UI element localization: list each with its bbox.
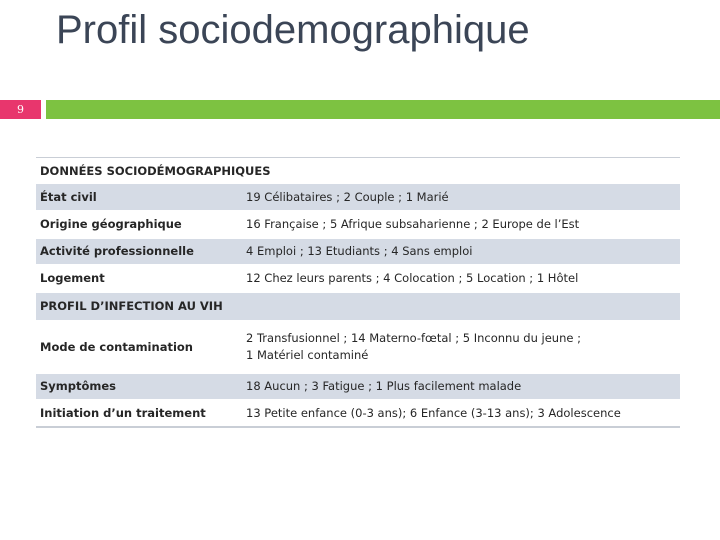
table-row [36, 238, 680, 265]
table-row [36, 265, 680, 292]
row-value: 16 Française ; 5 Afrique subsaharienne ; 2 Europe de l’Est [242, 211, 680, 238]
title-underline-bar [46, 100, 720, 119]
row-label: Origine géographique [36, 211, 242, 238]
row-value: 13 Petite enfance (0-3 ans); 6 Enfance (3-13 ans); 3 Adolescence [242, 400, 680, 427]
table-row [36, 184, 680, 211]
row-label: État civil [36, 184, 242, 211]
row-value-line: 1 Matériel contaminé [246, 347, 369, 362]
table-row [36, 373, 680, 400]
row-value: 19 Célibataires ; 2 Couple ; 1 Marié [242, 184, 680, 211]
row-value [242, 321, 680, 373]
section-heading: DONNÉES SOCIODÉMOGRAPHIQUES [36, 158, 680, 184]
sociodemographic-table [36, 157, 680, 428]
row-value: 12 Chez leurs parents ; 4 Colocation ; 5 Location ; 1 Hôtel [242, 265, 680, 292]
row-label: Symptômes [36, 373, 242, 400]
page-number-badge: 9 [0, 100, 41, 119]
row-value: 18 Aucun ; 3 Fatigue ; 1 Plus facilement malade [242, 373, 680, 400]
row-label: Activité professionnelle [36, 238, 242, 265]
row-value-line: 2 Transfusionnel ; 14 Materno-fœtal ; 5 Inconnu du jeune ; [246, 330, 581, 345]
section-header-hiv-profile [36, 292, 680, 321]
row-label: Mode de contamination [36, 321, 242, 373]
table-row [36, 321, 680, 373]
row-label: Initiation d’un traitement [36, 400, 242, 427]
section-header-sociodemographic [36, 158, 680, 184]
section-heading: PROFIL D’INFECTION AU VIH [36, 292, 680, 321]
table-row [36, 211, 680, 238]
table-row [36, 400, 680, 427]
row-value: 4 Emploi ; 13 Etudiants ; 4 Sans emploi [242, 238, 680, 265]
slide-title: Profil sociodemographique [56, 8, 530, 52]
row-label: Logement [36, 265, 242, 292]
